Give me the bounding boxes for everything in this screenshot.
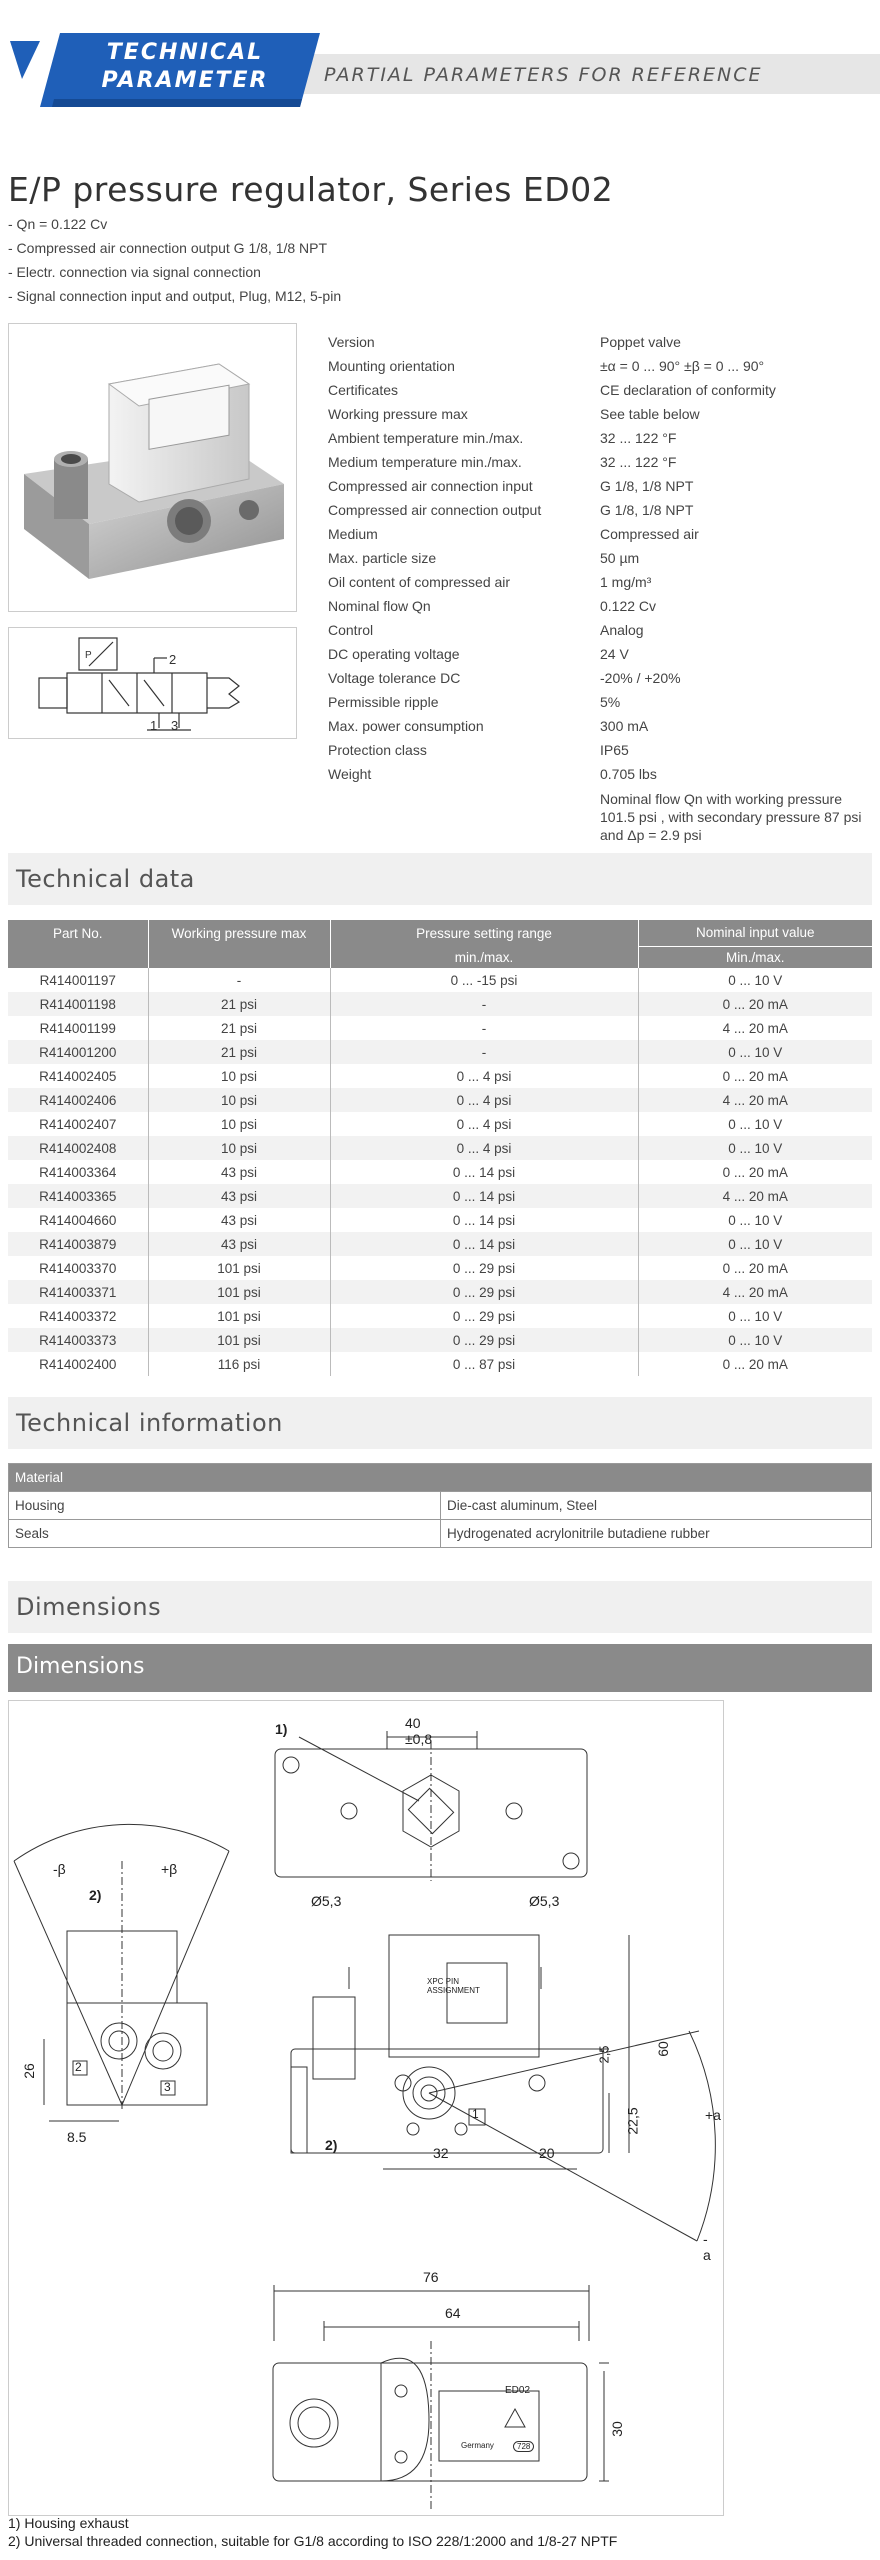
dim-26: 26 [20, 2063, 37, 2079]
cell-nominal-input: 0 ... 20 mA [722, 1356, 788, 1372]
cell-pressure-range: - [330, 992, 638, 1016]
cell-working-pressure: 101 psi [148, 1280, 330, 1304]
spec-key: DC operating voltage [328, 646, 460, 662]
cell-working-pressure: 21 psi [148, 1040, 330, 1064]
dimensions-bar-title: Dimensions [16, 1654, 145, 1679]
spec-key: Permissible ripple [328, 694, 439, 710]
cell-working-pressure: - [148, 968, 330, 992]
banner-title-line2: PARAMETER [101, 68, 269, 93]
product-photo [8, 323, 297, 612]
spec-row [328, 714, 880, 738]
cell-working-pressure: 101 psi [148, 1304, 330, 1328]
spec-key: Ambient temperature min./max. [328, 430, 524, 446]
table-row [8, 1016, 872, 1040]
dim-40: 40 ±0,8 [405, 1715, 433, 1747]
spec-key: Working pressure max [328, 406, 468, 422]
spec-row [328, 378, 880, 402]
dimensions-bar [8, 1644, 872, 1692]
spec-row [328, 330, 880, 354]
cell-pressure-range: 0 ... 29 psi [330, 1256, 638, 1280]
table-row [8, 1040, 872, 1064]
table-row [8, 1160, 872, 1184]
spec-note-line: 101.5 psi , with secondary pressure 87 psi [600, 809, 862, 825]
spec-key: Compressed air connection output [328, 502, 542, 518]
cell-part-no: R414003364 [8, 1160, 148, 1184]
spec-row [328, 618, 880, 642]
label-ed02: ED02 [505, 2385, 531, 2396]
spec-key: Max. particle size [328, 550, 437, 566]
cell-nominal-input: 0 ... 10 V [638, 1040, 872, 1064]
table-row [8, 1352, 872, 1376]
cell-part-no: R414003370 [8, 1256, 148, 1280]
cell-part-no: R414002406 [8, 1088, 148, 1112]
spec-row [328, 546, 880, 570]
spec-row [328, 690, 880, 714]
spec-value: -20% / +20% [600, 670, 681, 686]
dim-d53-left: Ø5,3 [311, 1893, 342, 1909]
cell-part-no: R414002400 [8, 1352, 148, 1376]
cell-part-no: R414002408 [8, 1136, 148, 1160]
symbol-port-2: 2 [169, 652, 177, 667]
pneumatic-symbol [8, 627, 297, 739]
port-1-label: 1 [472, 2107, 479, 2121]
cell-part-no: R414002405 [8, 1064, 148, 1088]
cell-part-no: R414001197 [8, 968, 148, 992]
cell-nominal-input: 0 ... 10 V [638, 1232, 872, 1256]
cell-pressure-range: 0 ... 29 psi [330, 1280, 638, 1304]
dim-beta-minus: -β [53, 1861, 66, 1877]
spec-row [328, 450, 880, 474]
dim-20: 20 [539, 2145, 555, 2161]
banner-subtitle: PARTIAL PARAMETERS FOR REFERENCE [324, 64, 763, 86]
table-row [8, 1232, 872, 1256]
spec-value: 300 mA [600, 718, 649, 734]
cell-pressure-range: 0 ... 4 psi [330, 1136, 638, 1160]
spec-value: ±α = 0 ... 90° ±β = 0 ... 90° [600, 358, 765, 374]
table-row [8, 1328, 872, 1352]
spec-value: 32 ... 122 °F [600, 430, 677, 446]
spec-value: Poppet valve [600, 334, 681, 350]
spec-row [328, 402, 880, 426]
spec-value: 24 V [600, 646, 629, 662]
bullet-item: - Electr. connection via signal connection [8, 264, 261, 280]
cell-working-pressure: 21 psi [148, 1016, 330, 1040]
spec-value: 32 ... 122 °F [600, 454, 677, 470]
header-banner [0, 33, 880, 107]
dim-32: 32 [433, 2145, 449, 2161]
table-row [8, 1136, 872, 1160]
spec-value: 0.705 lbs [600, 766, 657, 782]
svg-text:P: P [85, 650, 92, 661]
cell-pressure-range: 0 ... 87 psi [330, 1352, 638, 1376]
spec-row [328, 426, 880, 450]
cell-part-no: R414003371 [8, 1280, 148, 1304]
cell-pressure-range: 0 ... 14 psi [330, 1208, 638, 1232]
cell-nominal-input: 0 ... 20 mA [638, 992, 872, 1016]
table-row [8, 1112, 872, 1136]
material-key: Housing [9, 1492, 441, 1520]
spec-key: Protection class [328, 742, 427, 758]
table-row [8, 1184, 872, 1208]
dim-76: 76 [423, 2269, 439, 2285]
col-subheader-range: min./max. [330, 946, 638, 968]
spec-row [328, 522, 880, 546]
table-row [8, 1256, 872, 1280]
table-row [8, 1088, 872, 1112]
symbol-port-3: 3 [171, 718, 179, 733]
dim-d53-right: Ø5,3 [529, 1893, 560, 1909]
spec-key: Oil content of compressed air [328, 574, 511, 590]
spec-value: G 1/8, 1/8 NPT [600, 478, 694, 494]
cell-working-pressure: 21 psi [148, 992, 330, 1016]
spec-list [328, 330, 880, 844]
spec-note-line: and Δp = 2.9 psi [600, 827, 702, 843]
section-title: Technical information [16, 1409, 283, 1437]
cell-pressure-range: 0 ... 29 psi [330, 1328, 638, 1352]
col-header-working-pressure: Working pressure max [148, 920, 330, 968]
spec-key: Medium temperature min./max. [328, 454, 522, 470]
spec-value: G 1/8, 1/8 NPT [600, 502, 694, 518]
spec-key: Certificates [328, 382, 399, 398]
cell-part-no: R414003365 [8, 1184, 148, 1208]
spec-note-row [328, 790, 880, 844]
spec-value: 0.122 Cv [600, 598, 657, 614]
dim-alpha-minus: -a [703, 2231, 711, 2263]
cell-working-pressure: 116 psi [148, 1352, 330, 1376]
cell-nominal-input: 4 ... 20 mA [638, 1088, 872, 1112]
spec-key: Max. power consumption [328, 718, 484, 734]
spec-key: Compressed air connection input [328, 478, 533, 494]
cell-pressure-range: - [330, 1016, 638, 1040]
cell-pressure-range: - [330, 1040, 638, 1064]
table-row [8, 968, 872, 992]
cell-nominal-input: 4 ... 20 mA [638, 1184, 872, 1208]
cell-working-pressure: 10 psi [148, 1136, 330, 1160]
dim-2-5: 2,5 [596, 2045, 612, 2064]
dim-8-5: 8.5 [67, 2129, 87, 2145]
spec-value: Compressed air [600, 526, 699, 542]
cell-pressure-range: 0 ... 14 psi [330, 1184, 638, 1208]
cell-nominal-input: 0 ... 10 V [728, 1212, 783, 1228]
drawing-notes [8, 2514, 617, 2550]
material-key: Seals [9, 1520, 441, 1548]
cell-nominal-input: 0 ... 10 V [728, 1116, 783, 1132]
cell-nominal-input: 0 ... 20 mA [722, 1164, 788, 1180]
cell-working-pressure: 43 psi [148, 1208, 330, 1232]
material-caption: Material [9, 1464, 872, 1492]
dim-alpha-plus: +a [705, 2107, 721, 2123]
spec-row [328, 474, 880, 498]
section-title: Technical data [16, 865, 195, 893]
spec-key: Version [328, 334, 375, 350]
dimension-drawing [8, 1700, 724, 2516]
spec-key: Control [328, 622, 374, 638]
bullet-item: - Compressed air connection output G 1/8, 1/8 NPT [8, 240, 328, 256]
cell-pressure-range: 0 ... 4 psi [330, 1088, 638, 1112]
spec-key: Mounting orientation [328, 358, 455, 374]
table-row [8, 1280, 872, 1304]
material-value: Hydrogenated acrylonitrile butadiene rubber [441, 1520, 872, 1548]
spec-row [328, 594, 880, 618]
label-germany: Germany [461, 2441, 494, 2450]
table-row [8, 992, 872, 1016]
banner-title-block [0, 33, 320, 107]
cell-part-no: R414003372 [8, 1304, 148, 1328]
spec-row [328, 738, 880, 762]
material-table [8, 1463, 872, 1548]
cell-part-no: R414003879 [8, 1232, 148, 1256]
banner-title-line1: TECHNICAL [106, 40, 264, 65]
cell-working-pressure: 43 psi [148, 1160, 330, 1184]
spec-value: IP65 [600, 742, 629, 758]
cell-working-pressure: 43 psi [148, 1184, 330, 1208]
technical-data-table [8, 920, 872, 1376]
spec-row [328, 666, 880, 690]
col-header-part-no: Part No. [8, 920, 148, 968]
spec-key: Weight [328, 766, 372, 782]
section-technical-data [8, 853, 872, 905]
spec-key: Nominal flow Qn [328, 598, 431, 614]
label-threaded-connection-front: 2) [325, 2137, 338, 2153]
bullet-item: - Qn = 0.122 Cv [8, 216, 108, 232]
cell-working-pressure: 101 psi [148, 1328, 330, 1352]
cell-nominal-input: 0 ... 10 V [728, 1308, 783, 1324]
cell-part-no: R414001198 [8, 992, 148, 1016]
dim-30: 30 [608, 2421, 625, 2437]
label-housing-exhaust: 1) [275, 1721, 288, 1737]
cell-pressure-range: 0 ... 14 psi [330, 1232, 638, 1256]
dim-64: 64 [445, 2305, 461, 2321]
label-threaded-connection-left: 2) [89, 1887, 102, 1903]
cell-nominal-input: 0 ... 10 V [638, 1328, 872, 1352]
col-header-nominal-input: Nominal input value [638, 920, 872, 946]
spec-note-line: Nominal flow Qn with working pressure [600, 791, 842, 807]
port-2-label: 2 [75, 2060, 82, 2074]
cell-working-pressure: 10 psi [148, 1088, 330, 1112]
cell-working-pressure: 10 psi [148, 1112, 330, 1136]
cell-nominal-input: 0 ... 20 mA [722, 1260, 788, 1276]
cell-nominal-input: 0 ... 10 V [728, 972, 783, 988]
cell-nominal-input: 4 ... 20 mA [722, 1020, 788, 1036]
cell-part-no: R414002407 [8, 1112, 148, 1136]
cell-working-pressure: 43 psi [148, 1232, 330, 1256]
product-title: E/P pressure regulator, Series ED02 [8, 170, 614, 209]
spec-row [328, 570, 880, 594]
spec-value: 5% [600, 694, 621, 710]
spec-value: 50 µm [600, 550, 640, 566]
bullet-item: - Signal connection input and output, Plug, M12, 5-pin [8, 288, 342, 304]
spec-row [328, 762, 880, 786]
plate-text: XPC PIN ASSIGNMENT [427, 1977, 480, 1995]
cell-working-pressure: 10 psi [148, 1064, 330, 1088]
cell-nominal-input: 0 ... 10 V [638, 1136, 872, 1160]
spec-row [328, 498, 880, 522]
section-dimensions [8, 1581, 872, 1633]
col-subheader-input: Min./max. [638, 946, 872, 968]
cell-part-no: R414001199 [8, 1016, 148, 1040]
spec-value: CE declaration of conformity [600, 382, 776, 398]
spec-key: Medium [328, 526, 378, 542]
spec-value: Analog [600, 622, 644, 638]
dim-22-5: 22,5 [624, 2107, 641, 2135]
port-3-label: 3 [164, 2080, 171, 2094]
spec-key: Voltage tolerance DC [328, 670, 461, 686]
dim-60: 60 [654, 2041, 671, 2057]
symbol-port-1: 1 [150, 718, 158, 733]
cell-pressure-range: 0 ... 4 psi [330, 1064, 638, 1088]
cell-part-no: R414001200 [8, 1040, 148, 1064]
cell-pressure-range: 0 ... -15 psi [330, 968, 638, 992]
cell-pressure-range: 0 ... 14 psi [330, 1160, 638, 1184]
product-bullets [8, 212, 341, 308]
label-728: 728 [513, 2441, 534, 2452]
spec-value: 1 mg/m³ [600, 574, 652, 590]
cell-pressure-range: 0 ... 4 psi [330, 1112, 638, 1136]
section-technical-information [8, 1397, 872, 1449]
material-value: Die-cast aluminum, Steel [441, 1492, 872, 1520]
section-title: Dimensions [16, 1593, 162, 1621]
note-item: 2) Universal threaded connection, suitable for G1/8 according to ISO 228/1:2000 and 1/8-27 NPTF [8, 2533, 618, 2549]
cell-working-pressure: 101 psi [148, 1256, 330, 1280]
dim-beta-plus: +β [161, 1861, 178, 1877]
table-row [8, 1304, 872, 1328]
cell-pressure-range: 0 ... 29 psi [330, 1304, 638, 1328]
banner-subtitle-strip [300, 54, 880, 94]
spec-row [328, 642, 880, 666]
cell-part-no: R414004660 [8, 1208, 148, 1232]
cell-nominal-input: 0 ... 20 mA [722, 1068, 788, 1084]
table-row [8, 1064, 872, 1088]
note-item: 1) Housing exhaust [8, 2515, 129, 2531]
spec-note [600, 790, 880, 844]
col-header-pressure-range: Pressure setting range [330, 920, 638, 946]
spec-row [328, 354, 880, 378]
cell-nominal-input: 4 ... 20 mA [638, 1280, 872, 1304]
table-row [8, 1208, 872, 1232]
spec-value: See table below [600, 406, 700, 422]
cell-part-no: R414003373 [8, 1328, 148, 1352]
